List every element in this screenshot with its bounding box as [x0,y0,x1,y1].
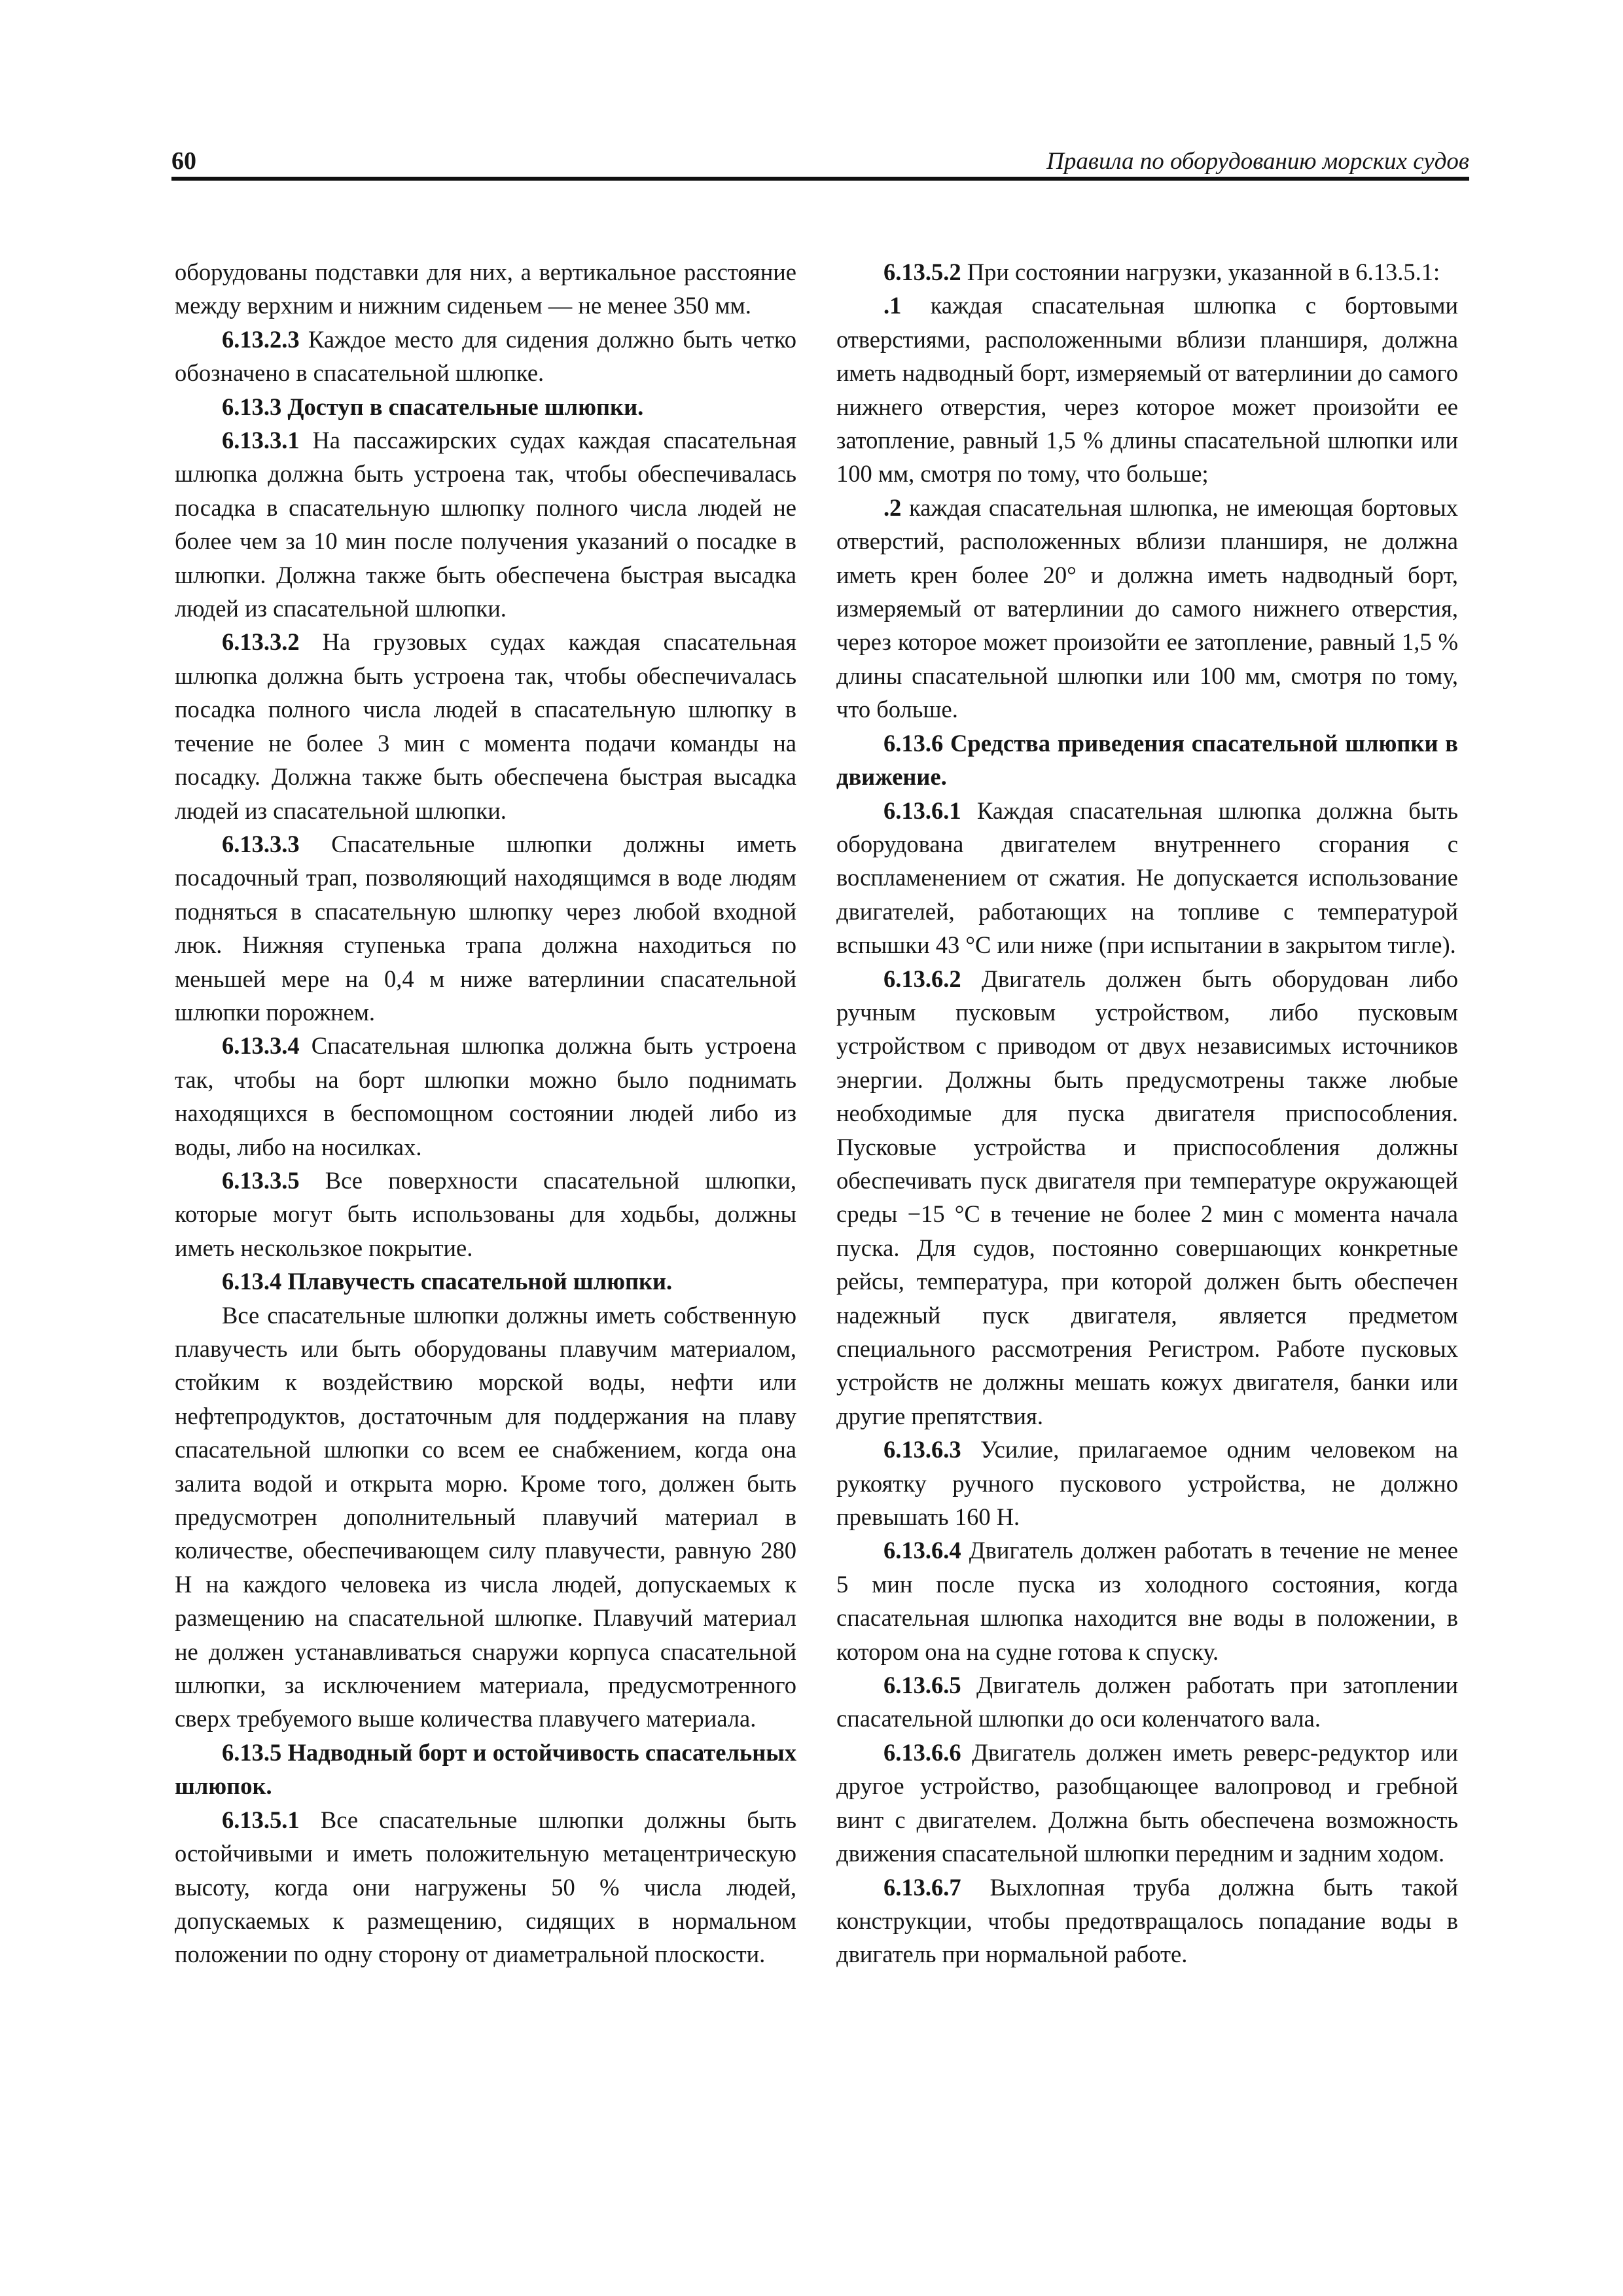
paragraph: 6.13.6.2 Двигатель должен быть оборудован либо ручным пусковым устройством, либо пусковым устройством с приводом от двух независимых источников энергии. Должны быть предусмотрены также любые необходимые для пуска двигателя приспособления. Пусковые устройства и приспособления должны обеспечивать пуск двигателя при температуре окружающей среды −15 °С в течение не более 2 мин с момента начала пуска. Для судов, постоянно совершающих конкретные рейсы, температура, при которой должен быть обеспечен надежный пуск двигателя, является предметом специального рассмотрения Регистром. Работе пусковых устройств не должны мешать кожух двигателя, банки или другие препятствия. [836,965,1458,1429]
paragraph: 6.13.5.2 При состоянии нагрузки, указанной в 6.13.5.1: [883,259,1440,285]
paragraph: 6.13.6.1 Каждая спасательная шлюпка должна быть оборудована двигателем внутреннего сгорания с воспламенением от сжатия. Не допускается использование двигателей, работающих на топливе с температурой вспышки 43 °С или ниже (при испытании в закрытом тигле). [836,797,1458,959]
paragraph: 6.13.3.2 На грузовых судах каждая спасательная шлюпка должна быть устроена так, чтобы обеспечиvалась посадка полного числа людей в спасательную шлюпку в течение не более 3 мин с момента подачи команды на посадку. Должна также быть обеспечена быстрая высадка людей из спасательной шлюпки. [175,628,796,824]
paragraph: 6.13.2.3 Каждое место для сидения должно быть четко обозначено в спасательной шлюпке. [175,325,796,387]
section-heading: 6.13.6 Средства приведения спасательной шлюпки в движение. [836,729,1458,791]
paragraph: 6.13.3.4 Спасательная шлюпка должна быть устроена так, чтобы на борт шлюпки можно было поднимать находящихся в беспомощном состоянии людей либо из воды, либо на носилках. [175,1032,796,1160]
paragraph: 6.13.5.1 Все спасательные шлюпки должны быть остойчивыми и иметь положительную метацентрическую высоту, когда они нагружены 50 % числа людей, допускаемых к размещению, сидящих в нормальном положении по одну сторону от диаметральной плоскости. [175,1806,796,1968]
paragraph: 6.13.6.4 Двигатель должен работать в течение не менее 5 мин после пуска из холодного состояния, когда спасательная шлюпка находится вне воды в положении, в котором она на судне готова к спуску. [836,1537,1458,1665]
paragraph: 6.13.3.1 На пассажирских судах каждая спасательная шлюпка должна быть устроена так, чтобы обеспечивалась посадка в спасательную шлюпку полного числа людей не более чем за 10 мин после получения указаний о посадке в шлюпки. Должна также быть обеспечена быстрая высадка людей из спасательной шлюпки. [175,427,796,622]
paragraph: оборудованы подставки для них, а вертикальное расстояние между верхним и нижним сиденьем — не менее 350 мм. [175,259,796,319]
section-heading: 6.13.3 Доступ в спасательные шлюпки. [222,393,644,420]
list-item: .2 каждая спасательная шлюпка, не имеющая бортовых отверстий, расположенных вблизи планширя, не должна иметь крен более 20° и должна иметь надводный борт, измеряемый от ватерлинии до самого нижнего отверстия, через которое может произойти ее затопление, равный 1,5 % длины спасательной шлюпки или 100 мм, смотря по тому, что больше. [836,493,1458,723]
paragraph: 6.13.6.7 Выхлопная труба должна быть такой конструкции, чтобы предотвращалось попадание воды в двигатель при нормальной работе. [836,1873,1458,1968]
running-title: Правила по оборудованию морских судов [1046,148,1469,175]
left-column [175,255,796,1971]
page-number: 60 [171,147,196,175]
page-header [171,145,1469,179]
right-column [836,255,1458,1971]
header-rule [171,177,1469,181]
paragraph: 6.13.6.3 Усилие, прилагаемое одним человеком на рукоятку ручного пускового устройства, не должно превышать 160 Н. [836,1436,1458,1531]
section-heading: 6.13.4 Плавучесть спасательной шлюпки. [222,1268,673,1295]
section-heading: 6.13.5 Надводный борт и остойчивость спасательных шлюпок. [175,1738,796,1800]
paragraph: 6.13.3.3 Спасательные шлюпки должны иметь посадочный трап, позволяющий находящимся в воде людям подняться в спасательную шлюпку через любой входной люк. Нижняя ступенька трапа должна находиться по меньшей мере на 0,4 м ниже ватерлинии спасательной шлюпки порожнем. [175,830,796,1026]
paragraph: 6.13.6.6 Двигатель должен иметь реверс-редуктор или другое устройство, разобщающее валопровод и гребной винт с двигателем. Должна быть обеспечена возможность движения спасательной шлюпки передним и задним ходом. [836,1738,1458,1867]
paragraph: 6.13.6.5 Двигатель должен работать при затоплении спасательной шлюпки до оси коленчатого вала. [836,1672,1458,1732]
paragraph: Все спасательные шлюпки должны иметь собственную плавучесть или быть оборудованы плавучим материалом, стойким к воздействию морской воды, нефти или нефтепродуктов, достаточным для поддержания на плаву спасательной шлюпки со всем ее снабжением, когда она залита водой и открыта морю. Кроме того, должен быть предусмотрен дополнительный плавучий материал в количестве, обеспечивающем силу плавучести, равную 280 Н на каждого человека из числа людей, допускаемых к размещению на спасательной шлюпке. Плавучий материал не должен устанавливаться снаружи корпуса спасательной шлюпки, за исключением материала, предусмотренного сверх требуемого выше количества плавучего материала. [175,1301,796,1732]
list-item: .1 каждая спасательная шлюпка с бортовыми отверстиями, расположенными вблизи планширя, должна иметь надводный борт, измеряемый от ватерлинии до самого нижнего отверстия, через которое может произойти ее затопление, равный 1,5 % длины спасательной шлюпки или 100 мм, смотря по тому, что больше; [836,292,1458,488]
paragraph: 6.13.3.5 Все поверхности спасательной шлюпки, которые могут быть использованы для ходьбы, должны иметь нескользкое покрытие. [175,1166,796,1261]
